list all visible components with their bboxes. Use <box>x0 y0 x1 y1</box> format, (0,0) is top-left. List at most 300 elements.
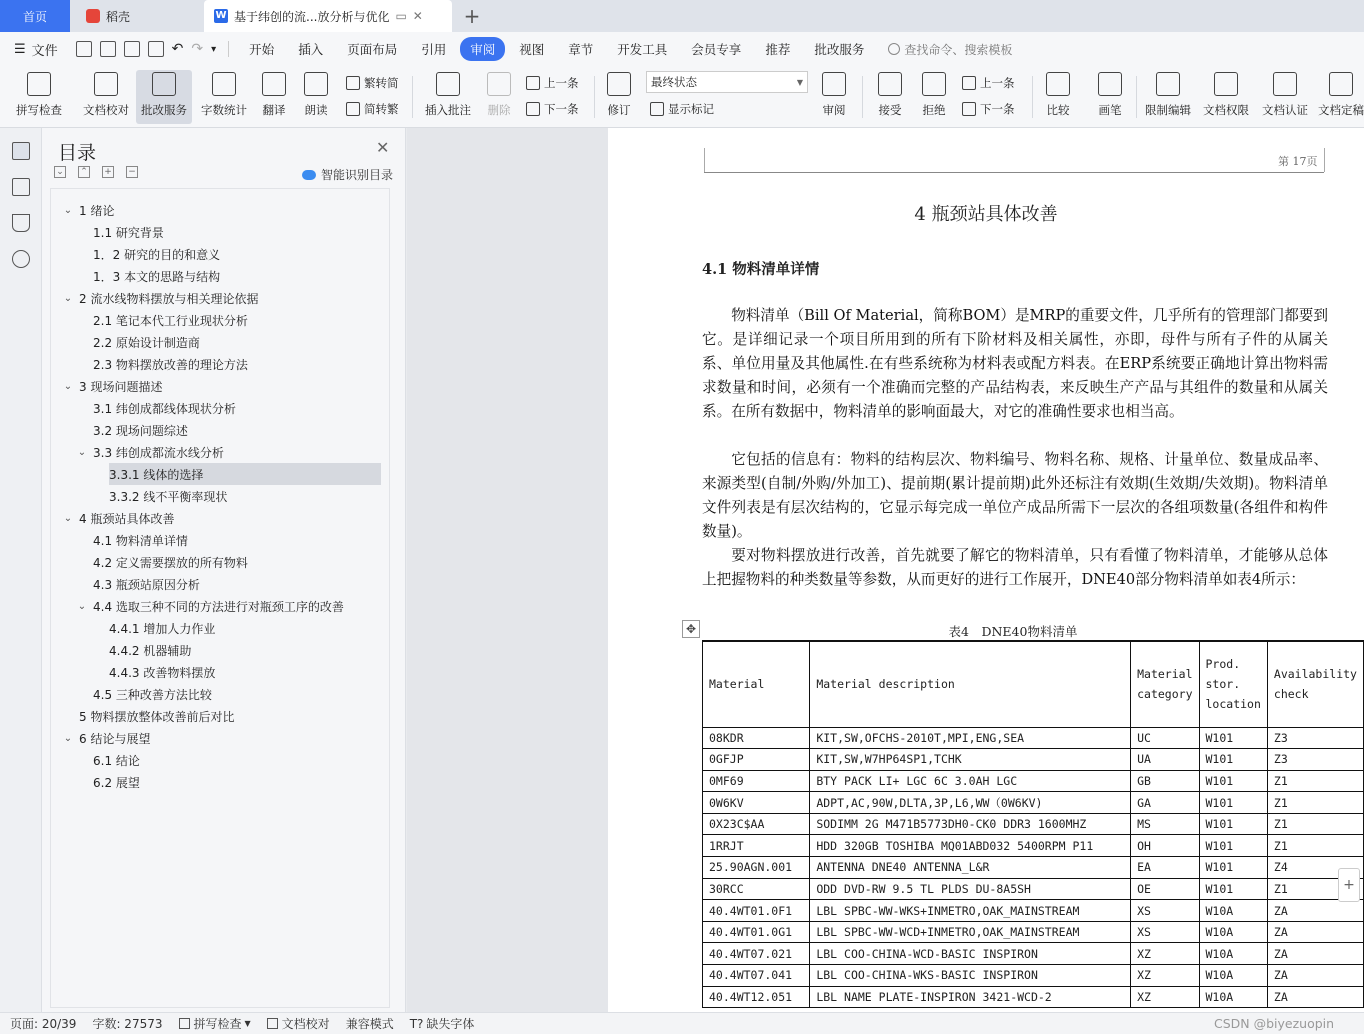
watermark: CSDN @biyezuopin <box>1214 1016 1335 1031</box>
spell-status[interactable] <box>179 1015 251 1032</box>
next-comment-label: 下一条 <box>544 102 579 116</box>
chevron-down-icon[interactable]: ⌄ <box>63 732 73 744</box>
doc-finalize-label: 文档定稿 <box>1318 103 1364 117</box>
toc-panel <box>42 128 406 1012</box>
table-header: Material <box>703 641 810 727</box>
toc-item-label: 3.1 纬创成都线体现状分析 <box>93 401 236 416</box>
table-cell: SODIMM 2G M471B5773DH0-CK0 DDR3 1600MHZ <box>810 813 1131 835</box>
table-cell: 40.4WT07.041 <box>703 965 810 987</box>
writer-icon: W <box>215 10 227 21</box>
toc-item[interactable] <box>61 375 162 397</box>
toc-item-label: 4.1 物料清单详情 <box>93 533 188 548</box>
simp-to-trad-icon <box>346 102 360 116</box>
toc-item-label: 2 流水线物料摆放与相关理论依据 <box>79 291 259 306</box>
toc-item[interactable] <box>93 309 248 331</box>
chevron-down-icon[interactable]: ⌄ <box>63 512 73 524</box>
command-search-placeholder: 查找命令、搜索模板 <box>904 42 1013 57</box>
table-cell: 25.90AGN.001 <box>703 857 810 879</box>
table-header: Material description <box>810 641 1131 727</box>
table-cell: UC <box>1131 727 1199 749</box>
toc-item[interactable] <box>109 639 191 661</box>
chevron-down-icon[interactable]: ⌄ <box>63 292 73 304</box>
markup-state-select[interactable] <box>646 71 808 93</box>
brush-icon <box>1098 72 1122 96</box>
table-cell: Z1 <box>1267 792 1363 814</box>
toc-item-label: 2.2 原始设计制造商 <box>93 335 200 350</box>
table-cell: 08KDR <box>703 727 810 749</box>
menu-tab[interactable]: 会员专享 <box>691 42 742 57</box>
pin-icon[interactable]: ▭ <box>395 9 407 23</box>
status-bar <box>0 1012 1364 1034</box>
tab-document-label: 基于纬创的流...放分析与优化 <box>234 9 390 24</box>
restrict-edit-button[interactable] <box>1140 70 1196 124</box>
table-cell: W101 <box>1199 727 1267 749</box>
table-header: Material category <box>1131 641 1199 727</box>
translate-button[interactable] <box>256 70 292 124</box>
insert-comment-icon <box>436 72 460 96</box>
read-aloud-icon <box>304 72 328 96</box>
table-cell: W101 <box>1199 749 1267 771</box>
next-comment-button[interactable] <box>526 98 579 120</box>
table-row <box>703 727 1364 749</box>
expand-side-button[interactable]: + <box>1338 868 1360 902</box>
table-cell: EA <box>1131 857 1199 879</box>
show-marks-button[interactable] <box>650 98 714 120</box>
table-cell: XZ <box>1131 986 1199 1008</box>
toc-item[interactable] <box>93 243 220 265</box>
table-cell: XZ <box>1131 965 1199 987</box>
bookmark-icon[interactable] <box>12 214 30 232</box>
table-cell: 0X23C$AA <box>703 813 810 835</box>
command-search[interactable] <box>888 41 1012 58</box>
table-cell: KIT,SW,W7HP64SP1,TCHK <box>810 749 1131 771</box>
prev-comment-label: 上一条 <box>544 76 579 90</box>
correct-service-button[interactable] <box>136 70 192 124</box>
table-caption: 表4 DNE40物料清单 <box>948 624 1078 639</box>
correct-service-label: 批改服务 <box>141 103 187 117</box>
toc-list <box>50 188 390 1008</box>
menu-tab[interactable]: 推荐 <box>765 42 791 57</box>
left-icon-strip <box>0 128 42 1012</box>
table-cell: W101 <box>1199 792 1267 814</box>
brush-label: 画笔 <box>1098 103 1122 117</box>
toc-item-label: 4 瓶颈站具体改善 <box>79 511 175 526</box>
show-marks-label: 显示标记 <box>668 102 714 116</box>
simp-to-trad-label: 简转繁 <box>364 102 399 116</box>
compare-icon <box>1046 72 1070 96</box>
read-aloud-label: 朗读 <box>304 103 328 117</box>
trad-to-simp-icon <box>346 76 360 90</box>
redo-icon[interactable]: ↷ <box>191 41 204 57</box>
smart-toc-button[interactable] <box>302 166 393 183</box>
table-row <box>703 965 1364 987</box>
doc-check-small-icon <box>267 1018 278 1029</box>
header-rule <box>704 172 1324 173</box>
smart-toc-icon <box>302 170 316 180</box>
menu-tab[interactable]: 批改服务 <box>814 42 865 57</box>
toc-item[interactable] <box>93 749 140 771</box>
menu-tab[interactable]: 引用 <box>421 42 447 57</box>
table-cell: BTY PACK LI+ LGC 6C 3.0AH LGC <box>810 770 1131 792</box>
table-cell: XZ <box>1131 943 1199 965</box>
chevron-down-icon[interactable]: ⌄ <box>77 446 87 458</box>
table-cell: OE <box>1131 878 1199 900</box>
finalize-icon <box>1329 72 1353 96</box>
export-icon[interactable] <box>100 41 116 57</box>
chevron-down-icon: ▼ <box>244 1019 251 1028</box>
table-cell: 30RCC <box>703 878 810 900</box>
navigation-icon[interactable] <box>12 178 30 196</box>
table-header: Availability check <box>1267 641 1363 727</box>
add-heading-icon[interactable]: + <box>102 166 114 178</box>
trad-to-simp-label: 繁转简 <box>364 76 399 90</box>
reject-icon <box>922 72 946 96</box>
word-count-indicator[interactable]: 字数: 27573 <box>92 1017 163 1031</box>
table-cell: ZA <box>1267 943 1363 965</box>
missing-font-status[interactable] <box>410 1015 475 1032</box>
toc-item-label: 4.4.2 机器辅助 <box>109 643 192 658</box>
correct-service-icon <box>152 72 176 96</box>
toc-item[interactable] <box>61 507 174 529</box>
prev-revision-label: 上一条 <box>980 76 1015 90</box>
doc-finalize-button[interactable] <box>1318 70 1364 124</box>
toc-item-label: 6.2 展望 <box>93 775 140 790</box>
prev-comment-button[interactable] <box>526 72 579 94</box>
spellcheck-label: 拼写检查 <box>16 103 62 117</box>
paragraph: 它包括的信息有：物料的结构层次、物料编号、物料名称、规格、计量单位、数量成品率、来源类型(自制/外购/外加工)、提前期(累计提前期)此外还标注有效期(生效期/失效期)。物料清单文件列表是有层次结构的，它显示每完成一单位产成品所需下一层次的各组项数量(各组件和构件数量)。 <box>702 451 1328 540</box>
toc-item[interactable] <box>109 463 381 485</box>
menu-bar <box>0 32 1364 66</box>
toc-item[interactable] <box>93 683 212 705</box>
review-button[interactable] <box>814 70 854 124</box>
hamburger-icon: ☰ <box>14 41 26 57</box>
table-cell: Z3 <box>1267 749 1363 771</box>
table-cell: 40.4WT01.0F1 <box>703 900 810 922</box>
delete-comment-icon <box>487 72 511 96</box>
toc-item-label: 3.3.2 线不平衡率现状 <box>109 489 228 504</box>
toc-item-label: 3 现场问题描述 <box>79 379 163 394</box>
tab-daoke-label: 稻壳 <box>106 9 131 24</box>
table-header: Prod. stor. location <box>1199 641 1267 727</box>
chapter-heading: 4 瓶颈站具体改善 <box>914 204 1058 225</box>
toc-item-label: 1 绪论 <box>79 203 115 218</box>
toc-item[interactable] <box>93 397 236 419</box>
toc-item-label: 1.1 研究背景 <box>93 225 164 240</box>
table-cell: W10A <box>1199 986 1267 1008</box>
delete-comment-label: 删除 <box>487 103 511 117</box>
toc-item-label: 4.4.3 改善物料摆放 <box>109 665 216 680</box>
table-cell: W10A <box>1199 921 1267 943</box>
chevron-down-icon[interactable]: ⌄ <box>63 204 73 216</box>
toc-item[interactable] <box>109 617 215 639</box>
ribbon-divider <box>594 76 595 118</box>
table-cell: UA <box>1131 749 1199 771</box>
table-cell: 40.4WT07.021 <box>703 943 810 965</box>
table-cell: 40.4WT01.0G1 <box>703 921 810 943</box>
toc-item[interactable] <box>61 727 150 749</box>
toc-item[interactable] <box>93 331 200 353</box>
menu-tab[interactable]: 插入 <box>298 42 324 57</box>
doc-rights-label: 文档权限 <box>1203 103 1249 117</box>
table-cell: W10A <box>1199 943 1267 965</box>
document-page[interactable] <box>608 128 1364 1012</box>
insert-comment-button[interactable] <box>420 70 476 124</box>
word-count-icon <box>212 72 236 96</box>
toc-item-label: 3.2 现场问题综述 <box>93 423 188 438</box>
table-cell: XS <box>1131 921 1199 943</box>
close-icon[interactable]: ✕ <box>376 138 390 157</box>
table-cell: KIT,SW,OFCHS-2010T,MPI,ENG,SEA <box>810 727 1131 749</box>
tab-home[interactable] <box>0 0 70 32</box>
lock-icon <box>1156 72 1180 96</box>
table-cell: ZA <box>1267 986 1363 1008</box>
table-cell: W101 <box>1199 857 1267 879</box>
doccheck-status[interactable] <box>267 1015 330 1032</box>
doc-rights-button[interactable] <box>1200 70 1252 124</box>
table-cell: LBL COO-CHINA-WCD-BASIC INSPIRON <box>810 943 1131 965</box>
toc-item-label: 2.1 笔记本代工行业现状分析 <box>93 313 248 328</box>
toc-item[interactable] <box>109 661 215 683</box>
toc-item[interactable] <box>93 551 248 573</box>
chevron-down-icon[interactable]: ⌄ <box>77 600 87 612</box>
toc-item-label: 6 结论与展望 <box>79 731 151 746</box>
file-menu-label: 文件 <box>31 43 58 59</box>
table-cell: W101 <box>1199 813 1267 835</box>
translate-icon <box>262 72 286 96</box>
undo-icon[interactable]: ↶ <box>171 41 184 57</box>
word-count-button[interactable] <box>198 70 250 124</box>
table-cell: 0GFJP <box>703 749 810 771</box>
table-cell: W101 <box>1199 835 1267 857</box>
expand-all-icon[interactable]: ⌄ <box>54 166 66 178</box>
toc-title: 目录 <box>58 142 97 164</box>
accept-label: 接受 <box>878 103 902 117</box>
prev-comment-icon <box>526 76 540 90</box>
table-cell: HDD 320GB TOSHIBA MQ01ABD032 5400RPM P11 <box>810 835 1131 857</box>
review-icon <box>822 72 846 96</box>
menu-tabs <box>237 37 876 61</box>
restrict-edit-label: 限制编辑 <box>1145 103 1191 117</box>
table-cell: W101 <box>1199 770 1267 792</box>
doc-certify-button[interactable] <box>1258 70 1312 124</box>
table-row <box>703 835 1364 857</box>
simp-to-trad-button[interactable] <box>346 98 399 120</box>
paragraph: 物料清单（Bill Of Material，简称BOM）是MRP的重要文件，几乎所有的管理部门都要到它。是详细记录一个项目所用到的所有下阶材料及相关属性，亦即，母件与所有子件的从属关系、单位用量及其他属性.在有些系统称为材料表或配方料表。在ERP系统要正确地计算出物料需求数量和时间，必须有一个准确而完整的产品结构表，来反映生产产品与其组件的数量和从属关系。在所有数据中，物料清单的影响面最大，对它的准确性要求也相当高。 <box>702 307 1328 420</box>
spellcheck-button[interactable] <box>10 70 68 124</box>
menu-tab[interactable]: 视图 <box>519 42 545 57</box>
next-revision-label: 下一条 <box>980 102 1015 116</box>
certify-icon <box>1273 72 1297 96</box>
missing-font-label: 缺失字体 <box>426 1017 475 1031</box>
checkbox-icon <box>179 1018 190 1029</box>
ribbon-divider <box>412 76 413 118</box>
menu-tab[interactable]: 开发工具 <box>617 42 668 57</box>
show-marks-icon <box>650 102 664 116</box>
page-indicator[interactable]: 页面: 20/39 <box>10 1017 77 1031</box>
table-cell: GB <box>1131 770 1199 792</box>
table-cell: W10A <box>1199 900 1267 922</box>
table-cell: ZA <box>1267 900 1363 922</box>
revise-button[interactable] <box>600 70 638 124</box>
toc-item[interactable] <box>93 221 164 243</box>
table-cell: LBL COO-CHINA-WKS-BASIC INSPIRON <box>810 965 1131 987</box>
read-aloud-button[interactable] <box>298 70 334 124</box>
smart-toc-label: 智能识别目录 <box>321 168 394 182</box>
menu-tab[interactable]: 开始 <box>249 42 275 57</box>
table-row <box>703 813 1364 835</box>
table-cell: ADPT,AC,90W,DLTA,3P,L6,WW（0W6KV) <box>810 792 1131 814</box>
toc-item-label: 3.3 纬创成都流水线分析 <box>93 445 224 460</box>
table-row <box>703 921 1364 943</box>
toc-item-label: 4.3 瓶颈站原因分析 <box>93 577 200 592</box>
reject-label: 拒绝 <box>922 103 946 117</box>
toc-panel-icon[interactable] <box>12 142 30 160</box>
table-cell: Z1 <box>1267 878 1363 900</box>
table-cell: 40.4WT12.051 <box>703 986 810 1008</box>
trad-to-simp-button[interactable] <box>346 72 399 94</box>
toc-item[interactable] <box>93 265 220 287</box>
doc-certify-label: 文档认证 <box>1262 103 1308 117</box>
tab-daoke[interactable] <box>76 0 200 32</box>
table-cell: Z3 <box>1267 727 1363 749</box>
chevron-down-icon[interactable]: ⌄ <box>63 380 73 392</box>
table-cell: ANTENNA DNE40 ANTENNA_L&R <box>810 857 1131 879</box>
page-corner-mark <box>704 148 705 172</box>
markup-state-value: 最终状态 <box>651 75 697 89</box>
collapse-all-icon[interactable]: ⌃ <box>78 166 90 178</box>
table-cell: LBL NAME PLATE-INSPIRON 3421-WCD-2 <box>810 986 1131 1008</box>
accept-icon <box>878 72 902 96</box>
page-number: 第 17页 <box>1278 155 1318 168</box>
compat-mode: 兼容模式 <box>345 1017 394 1031</box>
table-row <box>703 900 1364 922</box>
document-area <box>407 128 1364 1012</box>
toc-item-label: 4.4.1 增加人力作业 <box>109 621 216 636</box>
doc-check-icon <box>94 72 118 96</box>
doc-check-button[interactable] <box>80 70 132 124</box>
next-revision-icon <box>962 102 976 116</box>
toc-item-label: 1．2 研究的目的和意义 <box>93 247 221 262</box>
table-row <box>703 878 1364 900</box>
insert-comment-label: 插入批注 <box>425 103 471 117</box>
chevron-down-icon: ▼ <box>796 77 803 87</box>
table-cell: ZA <box>1267 921 1363 943</box>
toc-item-label: 6.1 结论 <box>93 753 140 768</box>
delete-comment-button[interactable] <box>480 70 518 124</box>
bom-table <box>702 640 1364 1008</box>
menu-divider <box>228 41 229 57</box>
table-cell: Z1 <box>1267 770 1363 792</box>
toc-item[interactable] <box>75 595 344 617</box>
table-cell: Z1 <box>1267 835 1363 857</box>
toc-item[interactable] <box>61 287 258 309</box>
save-icon[interactable] <box>76 41 92 57</box>
table-cell: 1RRJT <box>703 835 810 857</box>
tab-bar <box>0 0 1364 32</box>
doc-rights-icon <box>1214 72 1238 96</box>
table-cell: Z1 <box>1267 813 1363 835</box>
word-count-label: 字数统计 <box>201 103 247 117</box>
table-row <box>703 943 1364 965</box>
toc-item[interactable] <box>93 529 188 551</box>
table-cell: ZA <box>1267 965 1363 987</box>
quick-access-more-icon[interactable]: ▾ <box>211 43 217 55</box>
table-row <box>703 792 1364 814</box>
accept-button[interactable] <box>870 70 910 124</box>
table-cell: OH <box>1131 835 1199 857</box>
toc-item-label: 3.3.1 线体的选择 <box>109 467 204 482</box>
translate-label: 翻译 <box>262 103 286 117</box>
compare-label: 比较 <box>1046 103 1070 117</box>
table-cell: GA <box>1131 792 1199 814</box>
table-row <box>703 986 1364 1008</box>
revise-icon <box>607 72 631 96</box>
doccheck-status-label: 文档校对 <box>281 1017 330 1031</box>
toc-item-label: 4.5 三种改善方法比较 <box>93 687 212 702</box>
tab-document[interactable] <box>204 0 452 32</box>
table-cell: W10A <box>1199 965 1267 987</box>
new-tab-button[interactable]: + <box>463 4 481 28</box>
toc-item[interactable] <box>93 419 188 441</box>
toc-item[interactable] <box>61 199 114 221</box>
spell-status-label: 拼写检查 <box>193 1017 242 1031</box>
toc-item[interactable] <box>93 573 200 595</box>
toc-item[interactable] <box>93 353 248 375</box>
tab-home-label: 首页 <box>22 9 47 24</box>
revise-label: 修订 <box>607 103 631 117</box>
menu-tab[interactable]: 审阅 <box>460 37 505 61</box>
brush-button[interactable] <box>1090 70 1130 124</box>
table-cell: ODD DVD-RW 9.5 TL PLDS DU-8A5SH <box>810 878 1131 900</box>
ribbon-divider <box>862 76 863 118</box>
toc-item[interactable] <box>109 485 227 507</box>
toc-item[interactable] <box>75 441 224 463</box>
page-corner-mark <box>1324 148 1325 172</box>
toc-item-label: 4.4 选取三种不同的方法进行对瓶颈工序的改善 <box>93 599 344 614</box>
ribbon-divider <box>1136 76 1137 118</box>
table-cell: 0MF69 <box>703 770 810 792</box>
table-cell: XS <box>1131 900 1199 922</box>
print-icon[interactable] <box>124 41 140 57</box>
spellcheck-icon <box>27 72 51 96</box>
toc-item[interactable] <box>93 771 140 793</box>
file-menu[interactable] <box>14 40 58 59</box>
missing-font-icon: T? <box>409 1016 424 1031</box>
table-move-handle-icon[interactable]: ✥ <box>682 620 700 638</box>
compare-button[interactable] <box>1038 70 1078 124</box>
paragraph: 要对物料摆放进行改善，首先就要了解它的物料清单，只有看懂了物料清单，才能够从总体上把握物料的种类数量等参数，从而更好的进行工作展开，DNE40部分物料清单如表4所示： <box>702 547 1328 588</box>
next-revision-button[interactable] <box>962 98 1015 120</box>
menu-tab[interactable]: 章节 <box>568 42 594 57</box>
remove-heading-icon[interactable]: − <box>126 166 138 178</box>
menu-tab[interactable]: 页面布局 <box>347 42 398 57</box>
doc-check-label: 文档校对 <box>83 103 129 117</box>
close-tab-icon[interactable]: ✕ <box>412 9 423 23</box>
toc-item-label: 4.2 定义需要摆放的所有物料 <box>93 555 248 570</box>
toc-item-label: 2.3 物料摆放改善的理论方法 <box>93 357 248 372</box>
prev-revision-icon <box>962 76 976 90</box>
reject-button[interactable] <box>914 70 954 124</box>
preview-icon[interactable] <box>148 41 164 57</box>
table-cell: MS <box>1131 813 1199 835</box>
toc-item[interactable] <box>79 705 234 727</box>
table-cell: LBL SPBC-WW-WKS+INMETRO,OAK_MAINSTREAM <box>810 900 1131 922</box>
table-row <box>703 770 1364 792</box>
prev-revision-button[interactable] <box>962 72 1015 94</box>
section-heading: 4.1 物料清单详情 <box>702 261 820 278</box>
review-label: 审阅 <box>822 103 846 117</box>
search-icon[interactable] <box>12 250 30 268</box>
